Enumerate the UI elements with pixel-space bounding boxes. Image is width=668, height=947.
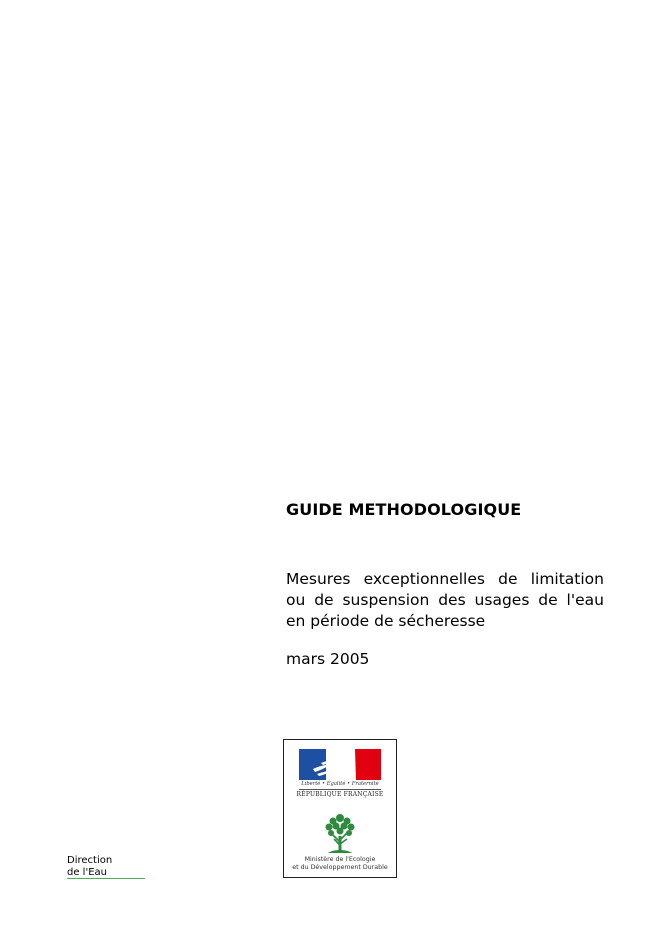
- republique-divider: [299, 789, 381, 790]
- marianne-flag-icon: [299, 749, 381, 780]
- direction-underline: [67, 878, 145, 879]
- republique-name: RÉPUBLIQUE FRANÇAISE: [296, 791, 384, 798]
- tree-icon: [322, 812, 358, 854]
- logos-block: [283, 739, 397, 878]
- subtitle-line-1: Mesures exceptionnelles de limitation: [286, 570, 604, 588]
- republique-motto: Liberté • Égalité • Fraternité: [301, 781, 379, 787]
- ministere-logo: [283, 808, 397, 878]
- document-date: mars 2005: [286, 650, 370, 668]
- subtitle-line-2: ou de suspension des usages de l'eau: [286, 591, 604, 609]
- subtitle-line-3: en période de sécheresse: [286, 612, 486, 630]
- document-title: GUIDE METHODOLOGIQUE: [286, 500, 522, 519]
- document-subtitle: [286, 569, 604, 632]
- direction-line-1: Direction: [67, 855, 113, 866]
- ministere-name-line-1: Ministère de l'Ecologie: [304, 856, 376, 863]
- republique-francaise-logo: [283, 739, 397, 809]
- ministere-name: [286, 856, 394, 871]
- ministere-name-line-2: et du Développement Durable: [292, 863, 388, 871]
- direction-line-2: de l'Eau: [67, 867, 107, 878]
- direction-de-l-eau-label: [67, 855, 112, 879]
